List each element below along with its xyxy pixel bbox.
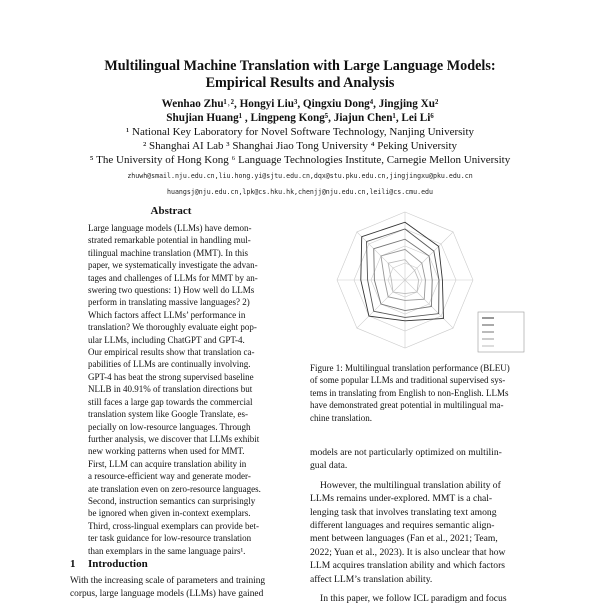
section-title: Introduction [88,558,148,570]
abstract-body [88,222,272,557]
figure-caption [310,362,536,424]
abstract-line: be ignored when given in-context exemplars. [88,508,251,519]
radar-series-series-5 [388,260,418,294]
abstract-line: GPT-4 has beat the strong supervised baseline [88,371,254,382]
body-line: models are not particularly optimized on multilin- [310,447,502,458]
affiliation-list [30,125,570,167]
body-line: affect LLM’s translation ability. [310,573,433,585]
abstract-line: pecially on low-resource languages. Through [88,421,251,432]
abstract-line: Third, cross-lingual exemplars can provide bet- [88,520,259,531]
body-line: LLMs remains under-explored. MMT is a chal- [310,493,493,505]
body-line: LLM acquires translation ability and which factors [310,560,506,572]
section-heading-introduction [70,558,148,570]
email-line: zhuwh@smail.nju.edu.cn,liu.hong.yi@sjtu.edu.cn,dqx@stu.pku.edu.cn,jingjingxu@pku.edu.cn [127,172,473,180]
affiliation-line: ² Shanghai AI Lab ³ Shanghai Jiao Tong University ⁴ Peking University [142,140,458,152]
abstract-line: translation? We thoroughly evaluate eight pop- [88,322,257,333]
abstract-line: pabilities of LLMs are continually involving. [88,359,251,370]
abstract-line: still faces a large gap towards the commercial [88,396,253,407]
abstract-line: swering two questions: 1) How well do LLMs [88,285,255,296]
abstract-line: Our empirical results show that translation ca- [88,347,255,358]
body-line: different languages and requires semantic align- [310,520,495,532]
abstract-line: than exemplars in the same language pairs¹. [88,545,246,556]
body-line: gual data. [310,460,348,472]
abstract-line: tilingual machine translation (MMT). In this [88,247,248,258]
abstract-line: Which factors affect LLMs’ performance in [88,309,246,320]
intro-line: corpus, large language models (LLMs) have gained [70,589,264,599]
body-line: lenging task that involves translating text among [310,506,497,518]
abstract-line: ter task guidance for low-resource translation [88,533,252,544]
caption-line: tems in translating from English to non-English. LLMs [310,387,509,398]
abstract-line: paper, we systematically investigate the advan- [88,260,258,271]
radar-series-series-4 [381,249,425,300]
abstract-line: a resource-efficient way and generate moder- [88,471,251,482]
abstract-line: First, LLM can acquire translation ability in [88,458,247,469]
abstract-line: Large language models (LLMs) have demon- [88,223,252,233]
caption-line: chine translation. [310,412,372,423]
paper-title [60,58,540,92]
author-list [40,97,560,125]
body-line [310,592,536,605]
body-line: 2022; Yuan et al., 2023). It is also unclear that how [310,546,506,558]
abstract-line: translation system like Google Translate, es- [88,409,248,420]
right-column-body [310,446,536,605]
figure-radar-chart [310,200,530,360]
title-line: Multilingual Machine Translation with Large Language Models: [104,58,496,74]
email-list [40,168,560,200]
body-line: ment between languages (Fan et al., 2021; Team, [310,533,498,545]
body-line [310,479,536,492]
abstract-line: strated remarkable potential in handling mul- [88,235,251,246]
section-number: 1 [70,558,76,570]
abstract-line: Second, instruction semantics can surprisingly [88,495,256,506]
abstract-line: NLLB in 40.91% of translation directions but [88,384,253,395]
title-line: Empirical Results and Analysis [205,75,395,91]
body-text: However, the multilingual translation ability of [320,479,501,491]
abstract-line: further analysis, we discover that LLMs exhibit [88,433,260,444]
abstract-line: tages and challenges of LLMs for MMT by an- [88,272,258,283]
affiliation-line: ¹ National Key Laboratory for Novel Software Technology, Nanjing University [125,126,475,138]
introduction-body [70,575,284,601]
abstract-line: ate translation even on zero-resource languages. [88,483,261,494]
caption-line: of some popular LLMs and traditional supervised sys- [310,375,506,386]
body-text: In this paper, we follow ICL paradigm and focus [320,593,507,605]
affiliation-line: ⁵ The University of Hong Kong ⁶ Language Technologies Institute, Carnegie Mellon University [89,154,511,166]
abstract-line: ular LLMs, including ChatGPT and GPT-4. [88,334,245,345]
abstract-line: new working patterns when used for MMT. [88,446,245,457]
caption-line: have demonstrated great potential in multilingual ma- [310,400,504,411]
intro-line: With the increasing scale of parameters and training [70,576,266,586]
author-line: Shujian Huang¹ , Lingpeng Kong⁵, Jiajun Chen¹, Lei Li⁶ [166,112,434,124]
email-line: huangsj@nju.edu.cn,lpk@cs.hku.hk,chenjj@nju.edu.cn,leili@cs.cmu.edu [167,188,433,196]
abstract-heading: Abstract [150,205,192,217]
abstract-line: perform in translating massive languages? 2) [88,297,250,308]
author-line: Wenhao Zhu¹˒², Hongyi Liu³, Qingxiu Dong⁴, Jingjing Xu² [161,98,439,110]
caption-line: Figure 1: Multilingual translation performance (BLEU) [310,363,510,373]
